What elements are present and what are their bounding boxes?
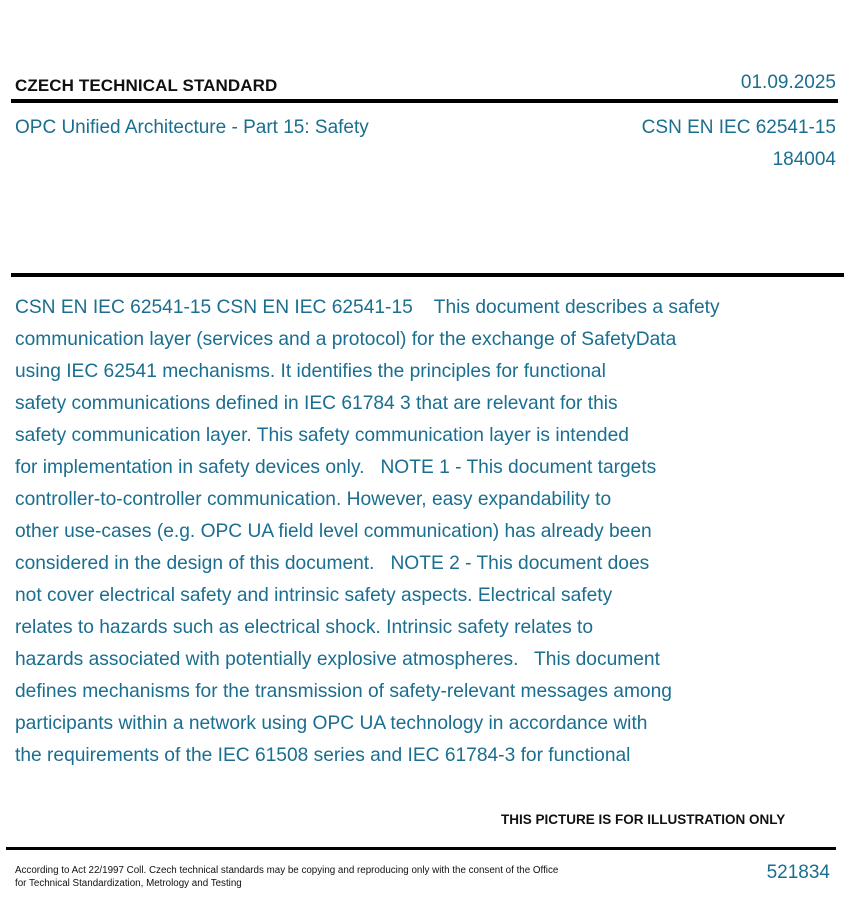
abstract-line: considered in the design of this document. NOTE 2 - This document does [15,553,650,574]
abstract-line: hazards associated with potentially explosive atmospheres. This document [15,649,660,670]
legal-notice-line: According to Act 22/1997 Coll. Czech technical standards may be copying and reproducing only with the consent of the Office [15,865,559,876]
bottom-divider [6,847,836,850]
abstract-line: other use-cases (e.g. OPC UA field level communication) has already been [15,521,652,542]
abstract-line: the requirements of the IEC 61508 series and IEC 61784-3 for functional [15,745,631,766]
standard-code: CSN EN IEC 62541-15 [641,117,836,138]
abstract-line: CSN EN IEC 62541-15 CSN EN IEC 62541-15 This document describes a safety [15,297,720,318]
abstract-line: using IEC 62541 mechanisms. It identifies the principles for functional [15,361,606,382]
legal-notice-line: for Technical Standardization, Metrology and Testing [15,878,242,889]
middle-divider [11,273,844,277]
abstract-line: safety communication layer. This safety communication layer is intended [15,425,629,446]
illustration-disclaimer: THIS PICTURE IS FOR ILLUSTRATION ONLY [501,812,786,827]
abstract-line: communication layer (services and a protocol) for the exchange of SafetyData [15,329,677,350]
reference-number: 521834 [766,862,830,883]
publication-date: 01.09.2025 [740,72,836,93]
abstract-line: defines mechanisms for the transmission of safety-relevant messages among [15,681,672,702]
abstract-line: for implementation in safety devices only. NOTE 1 - This document targets [15,457,657,478]
top-divider [11,99,838,103]
catalog-number: 184004 [772,149,836,170]
legal-notice [15,864,558,890]
abstract-line: controller-to-controller communication. However, easy expandability to [15,489,612,510]
standard-type-heading: CZECH TECHNICAL STANDARD [15,76,278,95]
abstract-text [15,292,830,772]
abstract-line: not cover electrical safety and intrinsic safety aspects. Electrical safety [15,585,613,606]
abstract-line: safety communications defined in IEC 61784 3 that are relevant for this [15,393,618,414]
abstract-line: participants within a network using OPC UA technology in accordance with [15,713,648,734]
document-title: OPC Unified Architecture - Part 15: Safety [15,117,369,138]
abstract-line: relates to hazards such as electrical shock. Intrinsic safety relates to [15,617,594,638]
